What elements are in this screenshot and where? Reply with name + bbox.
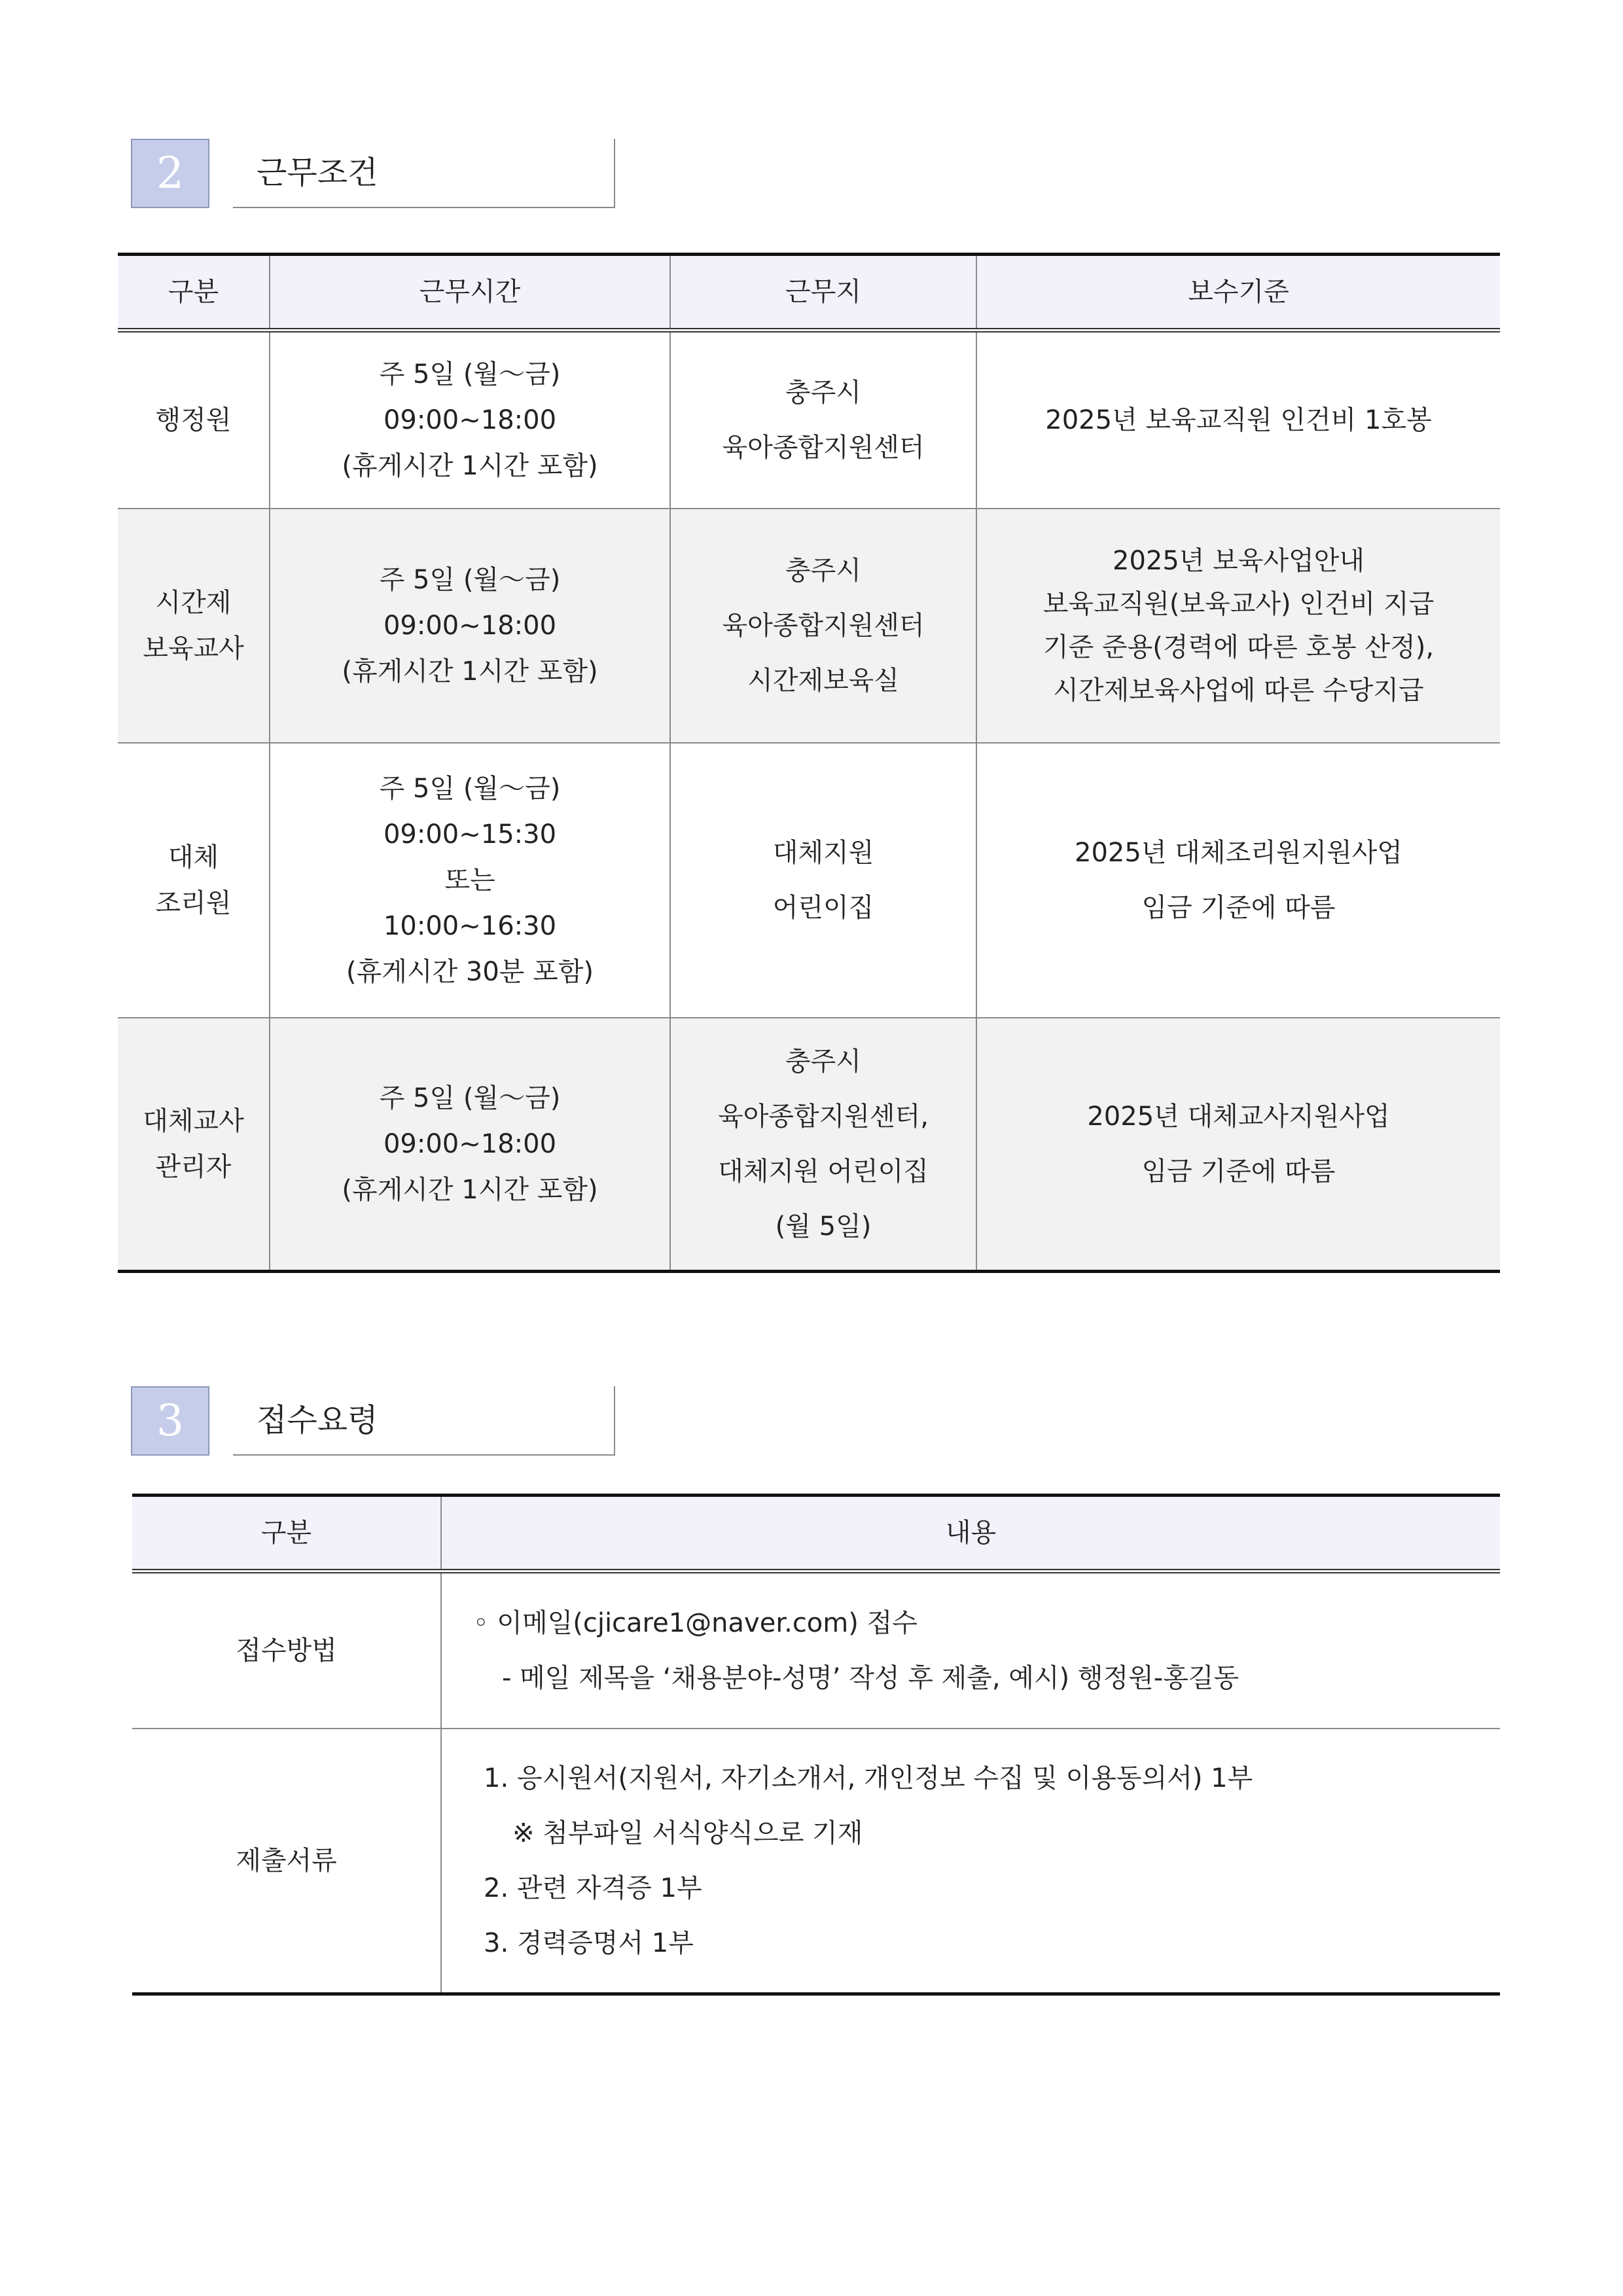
- text-line: 대체지원 어린이집: [718, 1156, 929, 1187]
- row-category: [118, 331, 270, 509]
- table-row: [118, 509, 1500, 743]
- row-pay: [976, 1018, 1500, 1272]
- text-line: 보육교사: [143, 633, 244, 664]
- row-hours: [270, 1018, 670, 1272]
- text-line: 대체교사: [143, 1105, 244, 1136]
- text-line: 주 5일 (월～금): [379, 564, 561, 595]
- row-pay: [976, 743, 1500, 1018]
- row-pay: [976, 509, 1500, 743]
- row-content: [441, 1729, 1500, 1994]
- text-line: 대체지원: [772, 837, 874, 868]
- row-category: [118, 1018, 270, 1272]
- table-row: [132, 1729, 1500, 1994]
- text-line: 육아종합지원센터: [722, 432, 925, 463]
- row-category: [118, 509, 270, 743]
- row-category: 제출서류: [132, 1729, 441, 1994]
- text-line: 충주시: [785, 555, 861, 586]
- section-number-badge: 3: [131, 1386, 209, 1456]
- row-category: 접수방법: [132, 1571, 441, 1729]
- text-line: 2025년 보육교직원 인건비 1호봉: [1045, 404, 1432, 435]
- text-line: 또는: [444, 865, 495, 895]
- text-line: 2025년 대체교사지원사업: [1087, 1101, 1390, 1132]
- header-pay-standard: 보수기준: [976, 255, 1500, 331]
- section-title-box: [233, 1386, 615, 1456]
- section-title: 접수요령: [257, 1402, 378, 1439]
- table-header-row: [118, 255, 1500, 331]
- section-2-header: [131, 139, 615, 209]
- row-place: [670, 743, 976, 1018]
- row-place: [670, 1018, 976, 1272]
- table-row: [118, 331, 1500, 509]
- table-row: [132, 1571, 1500, 1729]
- text-line: 임금 기준에 따름: [1141, 892, 1336, 923]
- text-line: (휴게시간 1시간 포함): [342, 450, 598, 481]
- text-line: 시간제: [155, 587, 232, 618]
- text-line: 충주시: [785, 1046, 861, 1077]
- work-conditions-table: [118, 253, 1500, 1273]
- header-content: 내용: [441, 1496, 1500, 1571]
- text-line: 육아종합지원센터,: [718, 1101, 929, 1132]
- text-line: 시간제보육사업에 따른 수당지급: [1053, 675, 1424, 706]
- text-line: - 메일 제목을 ‘채용분야-성명’ 작성 후 제출, 예시) 행정원-홍길동: [502, 1662, 1240, 1693]
- text-line: 어린이집: [772, 892, 874, 923]
- text-line: 육아종합지원센터: [722, 610, 925, 641]
- row-pay: [976, 331, 1500, 509]
- row-hours: [270, 509, 670, 743]
- section-title: 근무조건: [257, 154, 378, 191]
- text-line: 충주시: [785, 377, 861, 408]
- text-line: (휴게시간 1시간 포함): [342, 1174, 598, 1205]
- header-category: 구분: [118, 255, 270, 331]
- text-line: (휴게시간 1시간 포함): [342, 656, 598, 687]
- text-line: 주 5일 (월～금): [379, 773, 561, 804]
- text-line: 3. 경력증명서 1부: [484, 1928, 694, 1958]
- text-line: 09:00~18:00: [383, 404, 557, 435]
- text-line: 2025년 대체조리원지원사업: [1075, 837, 1402, 868]
- text-line: (월 5일): [775, 1211, 872, 1242]
- table-header-row: [132, 1496, 1500, 1571]
- header-work-place: 근무지: [670, 255, 976, 331]
- application-table: [132, 1494, 1500, 1996]
- text-line: 조리원: [155, 888, 232, 918]
- text-line: 1. 응시원서(지원서, 자기소개서, 개인정보 수집 및 이용동의서) 1부: [484, 1763, 1253, 1793]
- section-number-badge: 2: [131, 139, 209, 208]
- text-line: (휴게시간 30분 포함): [346, 956, 594, 987]
- text-line: 09:00~18:00: [383, 610, 557, 641]
- text-line: 10:00~16:30: [383, 910, 557, 941]
- row-hours: [270, 743, 670, 1018]
- text-line: 대체: [168, 842, 219, 872]
- text-line: ※ 첨부파일 서식양식으로 기재: [512, 1818, 863, 1848]
- table-row: [118, 1018, 1500, 1272]
- section-3-header: [131, 1386, 615, 1457]
- text-line: 시간제보육실: [747, 665, 899, 696]
- text-line: ◦ 이메일(cjicare1@naver.com) 접수: [473, 1607, 918, 1638]
- row-category: [118, 743, 270, 1018]
- text-line: 09:00~18:00: [383, 1128, 557, 1159]
- text-line: 관리자: [155, 1151, 232, 1182]
- header-category: 구분: [132, 1496, 441, 1571]
- text-line: 주 5일 (월～금): [379, 1083, 561, 1113]
- row-content: [441, 1571, 1500, 1729]
- row-place: [670, 331, 976, 509]
- text-line: 기준 준용(경력에 따른 호봉 산정),: [1043, 632, 1435, 662]
- row-hours: [270, 331, 670, 509]
- text-line: 임금 기준에 따름: [1141, 1156, 1336, 1187]
- text-line: 09:00~15:30: [383, 819, 557, 850]
- text-line: 2. 관련 자격증 1부: [484, 1873, 702, 1903]
- section-title-box: [233, 139, 615, 208]
- text-line: 보육교직원(보육교사) 인건비 지급: [1043, 588, 1435, 619]
- table-row: [118, 743, 1500, 1018]
- text-line: 주 5일 (월～금): [379, 359, 561, 389]
- text-line: 2025년 보육사업안내: [1113, 545, 1364, 576]
- row-place: [670, 509, 976, 743]
- header-work-hours: 근무시간: [270, 255, 670, 331]
- text-line: 행정원: [155, 404, 232, 435]
